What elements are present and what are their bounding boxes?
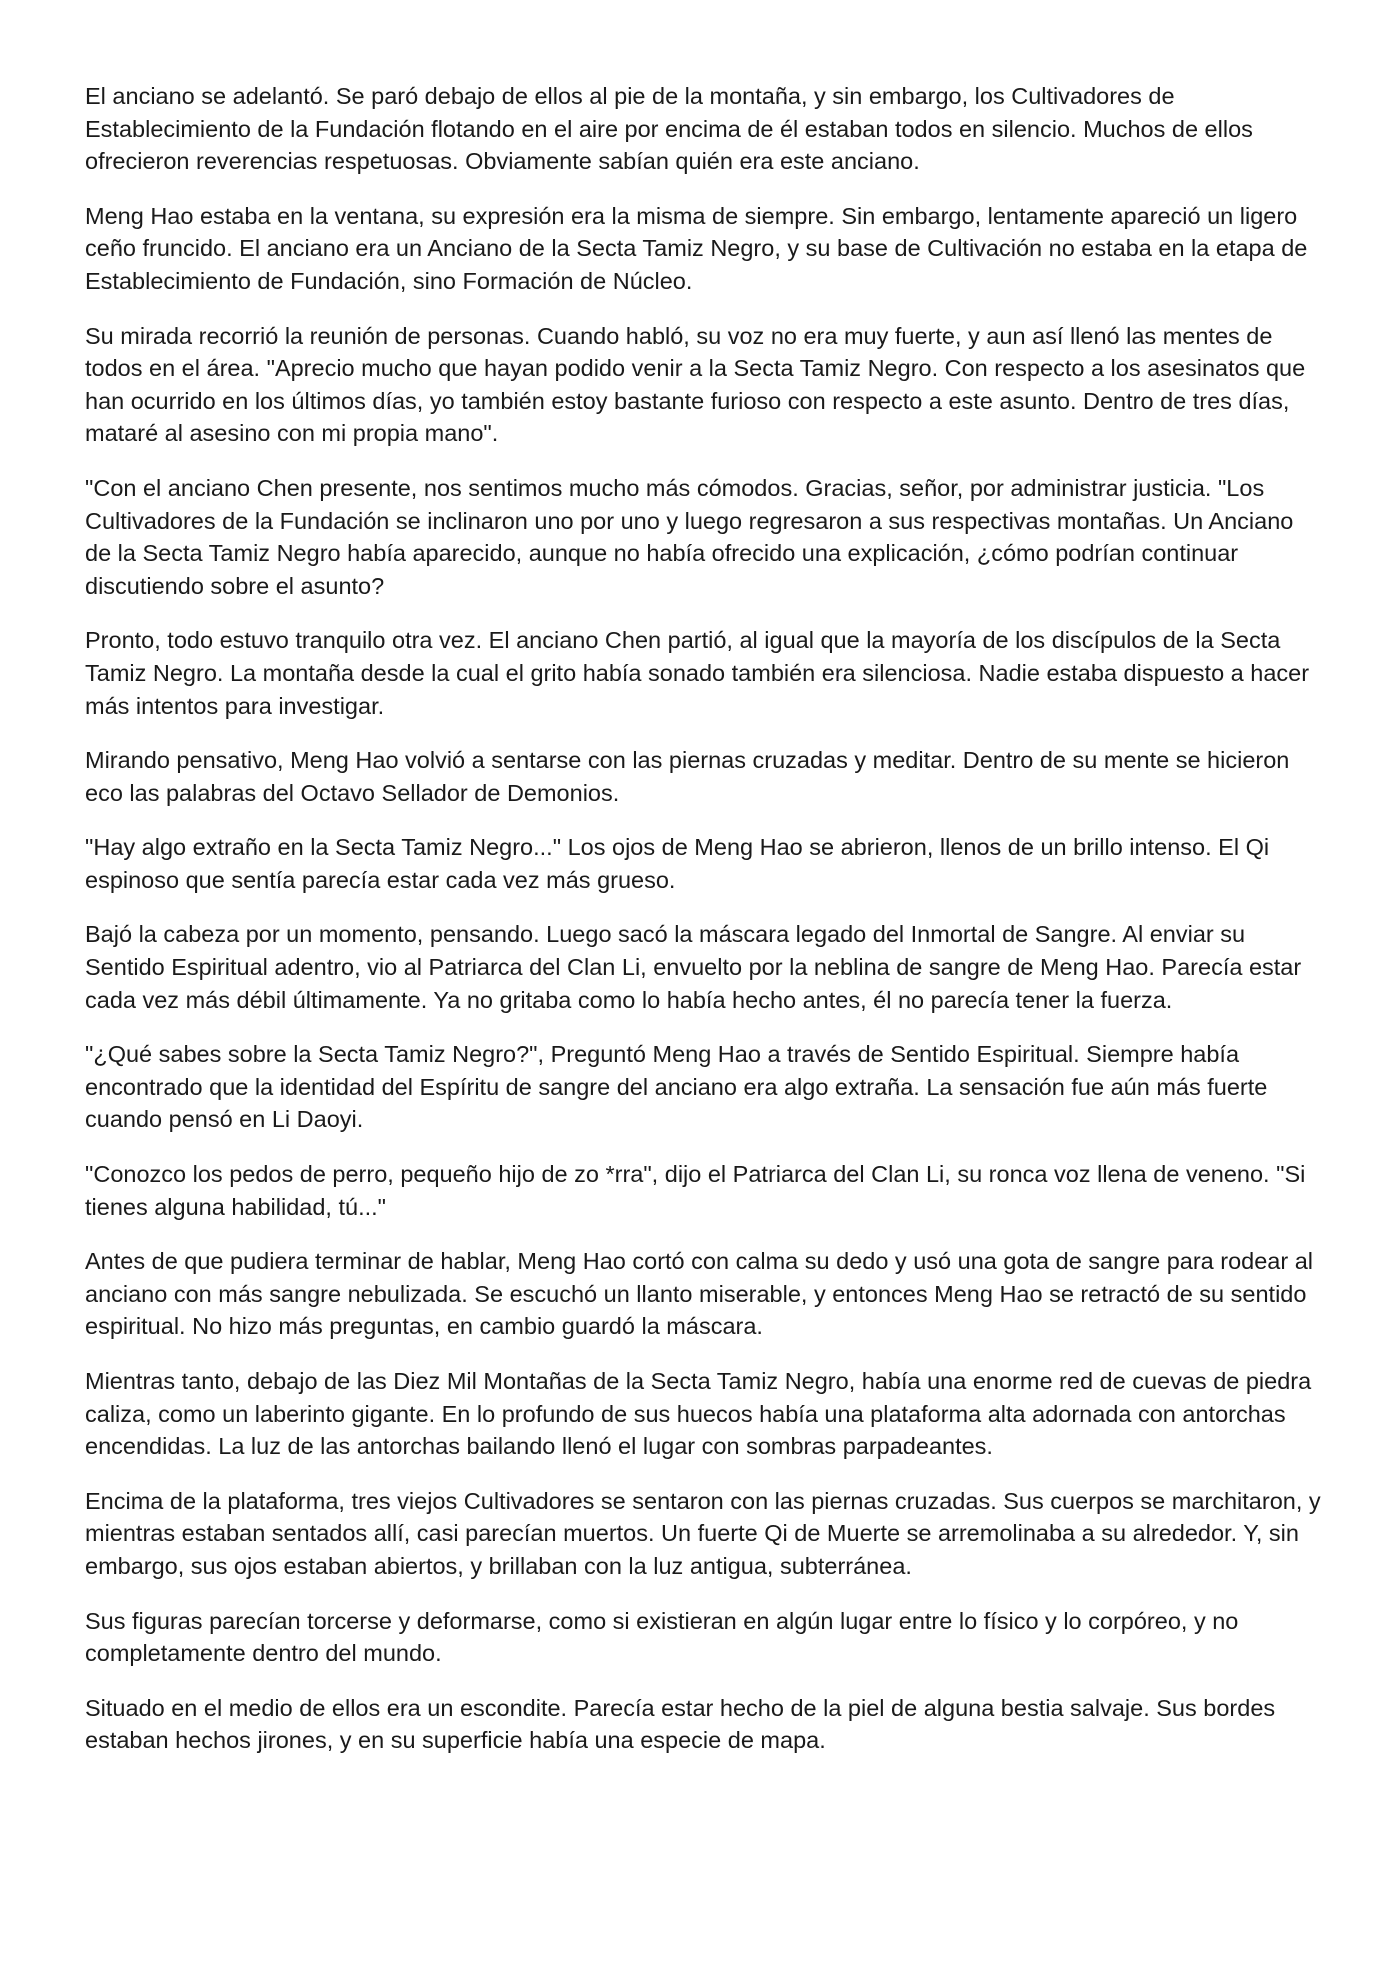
paragraph-11: Antes de que pudiera terminar de hablar, Meng Hao cortó con calma su dedo y usó una gota de sangre para rodear al anciano con más sangre nebulizada. Se escuchó un llanto miserable, y entonces Meng Hao se retractó de su sentido espiritual. No hizo más preguntas, en cambio guardó la máscara. [85,1248,1314,1340]
paragraph-4: "Con el anciano Chen presente, nos sentimos mucho más cómodos. Gracias, señor, por administrar justicia. "Los Cultivadores de la Fundación se inclinaron uno por uno y luego regresaron a sus respectivas montañas. Un Anciano de la Secta Tamiz Negro había aparecido, aunque no había ofrecido una explicación, ¿cómo podrían continuar discutiendo sobre el asunto? [85,474,1294,599]
document-page [85,80,1325,1779]
paragraph-5: Pronto, todo estuvo tranquilo otra vez. El anciano Chen partió, al igual que la mayoría de los discípulos de la Secta Tamiz Negro. La montaña desde la cual el grito había sonado también era silenciosa. Nadie estaba dispuesto a hacer más intentos para investigar. [85,627,1310,719]
paragraph-6: Mirando pensativo, Meng Hao volvió a sentarse con las piernas cruzadas y meditar. Dentro de su mente se hicieron eco las palabras del Octavo Sellador de Demonios. [85,747,1290,806]
paragraph-3: Su mirada recorrió la reunión de personas. Cuando habló, su voz no era muy fuerte, y aun así llenó las mentes de todos en el área. "Aprecio mucho que hayan podido venir a la Secta Tamiz Negro. Con respecto a los asesinatos que han ocurrido en los últimos días, yo también estoy bastante furioso con respecto a este asunto. Dentro de tres días, mataré al asesino con mi propia mano". [85,322,1306,447]
paragraph-13: Encima de la plataforma, tres viejos Cultivadores se sentaron con las piernas cruzadas. Sus cuerpos se marchitaron, y mientras estaban sentados allí, casi parecían muertos. Un fuerte Qi de Muerte se arremolinaba a su alrededor. Y, sin embargo, sus ojos estaban abiertos, y brillaban con la luz antigua, subterránea. [85,1487,1321,1579]
paragraph-1: El anciano se adelantó. Se paró debajo de ellos al pie de la montaña, y sin embargo, los Cultivadores de Establecimiento de la Fundación flotando en el aire por encima de él estaban todos en silencio. Muchos de ellos ofrecieron reverencias respetuosas. Obviamente sabían quién era este anciano. [85,83,1253,175]
paragraph-15: Situado en el medio de ellos era un escondite. Parecía estar hecho de la piel de alguna bestia salvaje. Sus bordes estaban hechos jirones, y en su superficie había una especie de mapa. [85,1694,1276,1754]
paragraph-12: Mientras tanto, debajo de las Diez Mil Montañas de la Secta Tamiz Negro, había una enorme red de cuevas de piedra caliza, como un laberinto gigante. En lo profundo de sus huecos había una plataforma alta adornada con antorchas encendidas. La luz de las antorchas bailando llenó el lugar con sombras parpadeantes. [85,1368,1312,1460]
paragraph-7: "Hay algo extraño en la Secta Tamiz Negro..." Los ojos de Meng Hao se abrieron, llenos de un brillo intenso. El Qi espinoso que sentía parecía estar cada vez más grueso. [85,834,1270,893]
paragraph-8: Bajó la cabeza por un momento, pensando. Luego sacó la máscara legado del Inmortal de Sangre. Al enviar su Sentido Espiritual adentro, vio al Patriarca del Clan Li, envuelto por la neblina de sangre de Meng Hao. Parecía estar cada vez más débil últimamente. Ya no gritaba como lo había hecho antes, él no parecía tener la fuerza. [85,921,1302,1013]
paragraph-14: Sus figuras parecían torcerse y deformarse, como si existieran en algún lugar entre lo físico y lo corpóreo, y no completamente dentro del mundo. [85,1607,1239,1667]
paragraph-2: Meng Hao estaba en la ventana, su expresión era la misma de siempre. Sin embargo, lentamente apareció un ligero ceño fruncido. El anciano era un Anciano de la Secta Tamiz Negro, y su base de Cultivación no estaba en la etapa de Establecimiento de Fundación, sino Formación de Núcleo. [85,202,1308,294]
paragraph-10: "Conozco los pedos de perro, pequeño hijo de zo *rra", dijo el Patriarca del Clan Li, su ronca voz llena de veneno. "Si tienes alguna habilidad, tú..." [85,1161,1306,1220]
paragraph-9: "¿Qué sabes sobre la Secta Tamiz Negro?", Preguntó Meng Hao a través de Sentido Espiritual. Siempre había encontrado que la identidad del Espíritu de sangre del anciano era algo extraña. La sensación fue aún más fuerte cuando pensó en Li Daoyi. [85,1041,1268,1133]
